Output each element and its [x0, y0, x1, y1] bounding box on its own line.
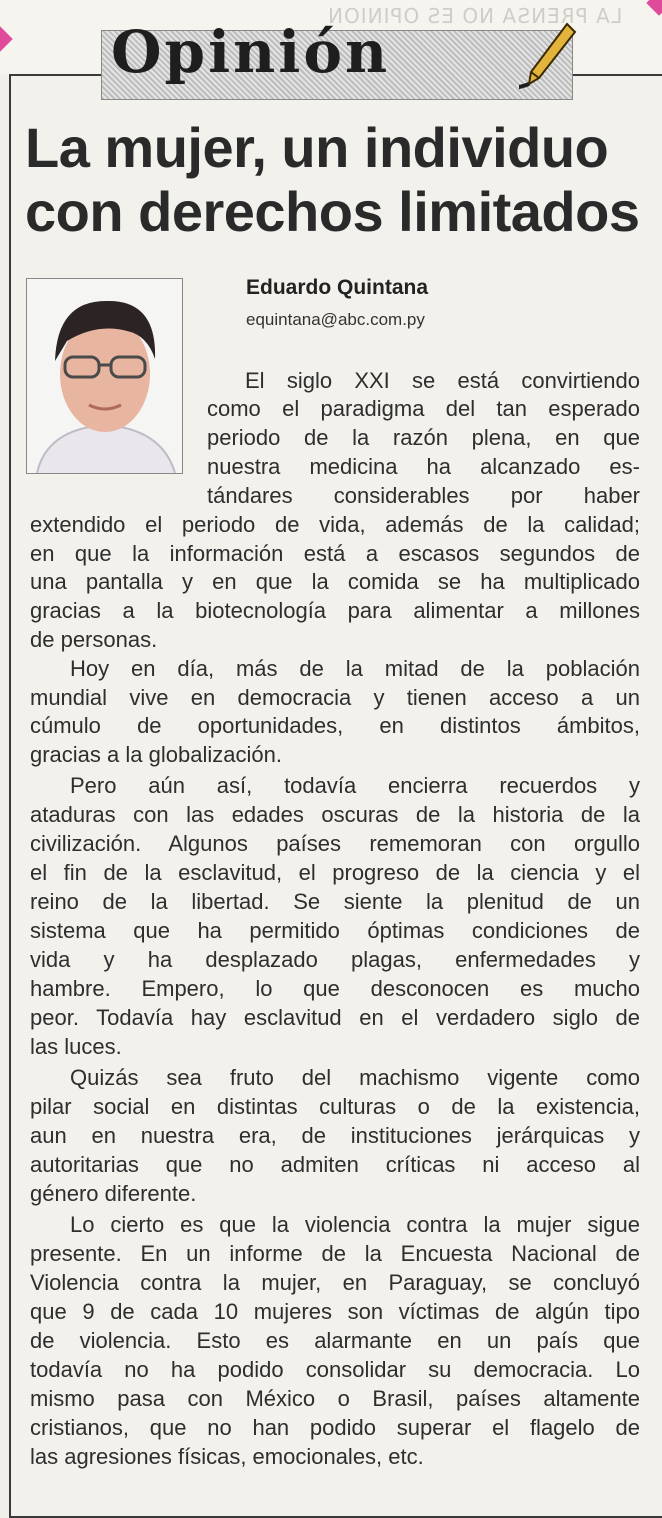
body-line: tándares considerables por haber: [207, 483, 640, 508]
pen-nib-icon: [519, 22, 577, 94]
body-line: las luces.: [30, 1034, 122, 1059]
body-line: extendido el periodo de vida, además de la calidad;: [30, 512, 640, 537]
body-line: aun en nuestra era, de instituciones jerárquicas y: [30, 1123, 640, 1148]
body-line: Hoy en día, más de la mitad de la población: [70, 656, 640, 681]
body-line: nuestra medicina ha alcanzado es-: [207, 454, 640, 479]
body-line: de violencia. Esto es alarmante en un país que: [30, 1328, 640, 1353]
body-line: las agresiones físicas, emocionales, etc.: [30, 1444, 424, 1469]
body-line: periodo de la razón plena, en que: [207, 425, 640, 450]
body-line: género diferente.: [30, 1181, 197, 1206]
body-line: ataduras con las edades oscuras de la historia de la: [30, 802, 640, 827]
headline: [25, 116, 655, 244]
body-line: Pero aún así, todavía encierra recuerdos y: [70, 773, 640, 798]
author-name: Eduardo Quintana: [246, 276, 429, 299]
author-email: equintana@abc.com.py: [246, 310, 425, 329]
body-line: cúmulo de oportunidades, en distintos ámbitos,: [30, 713, 640, 738]
body-line: como el paradigma del tan esperado: [207, 396, 640, 421]
body-line: hambre. Empero, lo que desconocen es mucho: [30, 976, 640, 1001]
body-line: en que la información está a escasos segundos de: [30, 541, 640, 566]
body-line: todavía no ha podido consolidar su democracia. Lo: [30, 1357, 640, 1382]
body-line: de personas.: [30, 627, 158, 652]
body-line: Quizás sea fruto del machismo vigente como: [70, 1065, 640, 1090]
body-line: civilización. Algunos países rememoran con orgullo: [30, 831, 640, 856]
section-banner: [101, 18, 571, 100]
body-line: Lo cierto es que la violencia contra la mujer sigue: [70, 1212, 640, 1237]
body-line: gracias a la globalización.: [30, 742, 282, 767]
body-line: cristianos, que no han podido superar el flagelo de: [30, 1415, 640, 1440]
body-line: mundial vive en democracia y tienen acceso a un: [30, 685, 640, 710]
body-line: una pantalla y en que la comida se ha multiplicado: [30, 569, 640, 594]
body-line: mismo pasa con México o Brasil, países altamente: [30, 1386, 640, 1411]
headline-line: con derechos limitados: [25, 180, 640, 243]
body-line: que 9 de cada 10 mujeres son víctimas de algún tipo: [30, 1299, 640, 1324]
body-line: presente. En un informe de la Encuesta Nacional de: [30, 1241, 640, 1266]
body-line: vida y ha desplazado plagas, enfermedades y: [30, 947, 640, 972]
body-line: El siglo XXI se está convirtiendo: [245, 368, 640, 393]
body-line: el fin de la esclavitud, el progreso de la ciencia y el: [30, 860, 640, 885]
body-line: peor. Todavía hay esclavitud en el verdadero siglo de: [30, 1005, 640, 1030]
body-line: sistema que ha permitido óptimas condiciones de: [30, 918, 640, 943]
body-line: gracias a la biotecnología para alimentar a millones: [30, 598, 640, 623]
body-line: pilar social en distintas culturas o de la existencia,: [30, 1094, 640, 1119]
bleed-through-text: LA PRENSA NO ES OPINION: [326, 4, 622, 28]
body-line: reino de la libertad. Se siente la plenitud de un: [30, 889, 640, 914]
body-line: autoritarias que no admiten críticas ni acceso al: [30, 1152, 640, 1177]
headline-line: La mujer, un individuo: [25, 116, 609, 179]
section-title: Opinión: [111, 18, 391, 86]
body-line: Violencia contra la mujer, en Paraguay, se concluyó: [30, 1270, 640, 1295]
author-photo: [26, 278, 183, 474]
author-portrait: [27, 279, 182, 473]
